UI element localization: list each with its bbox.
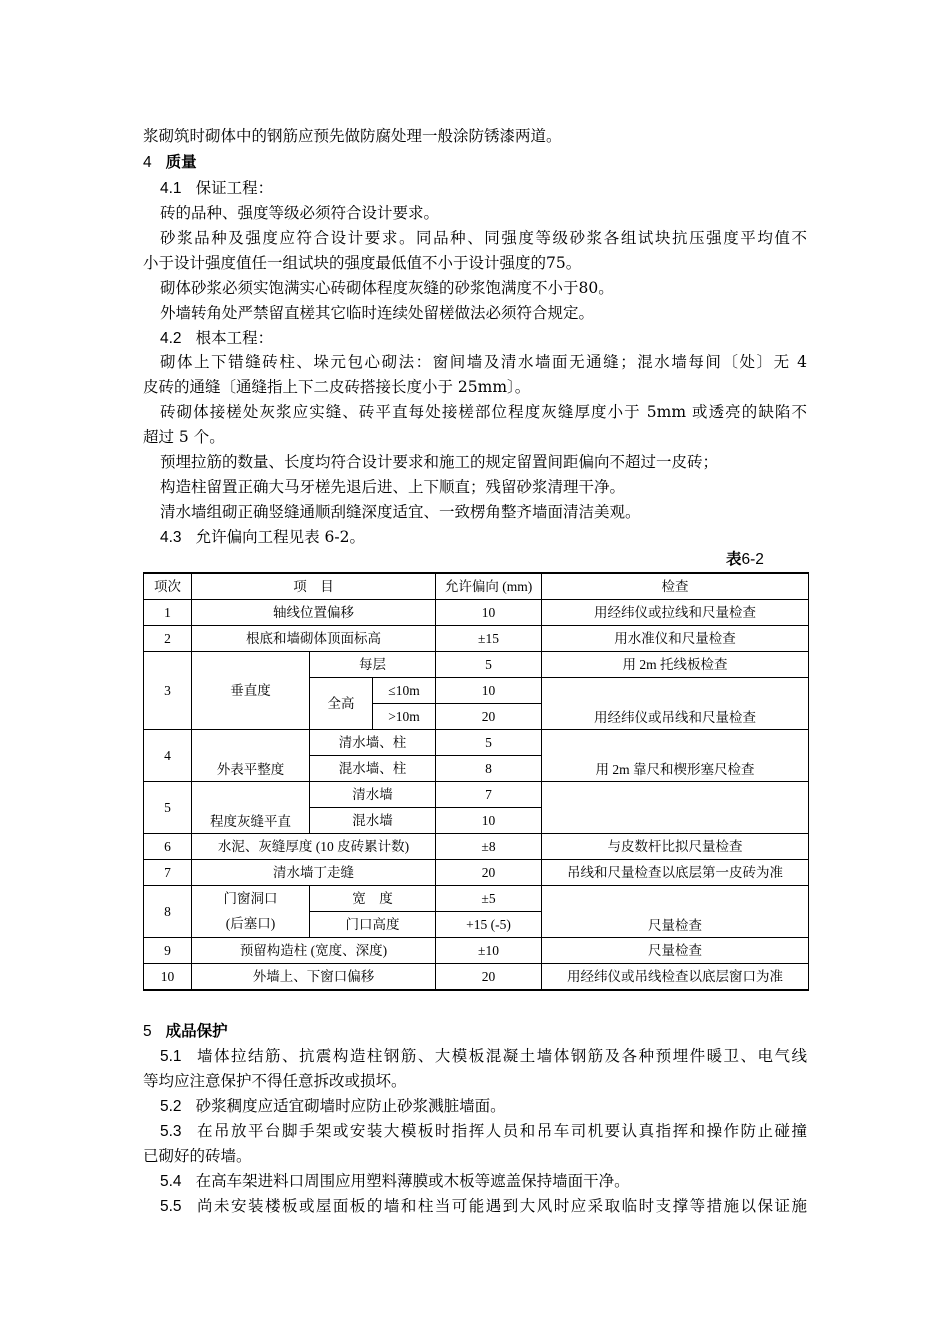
- heading-number: 4: [143, 154, 152, 171]
- table-row: [144, 964, 809, 991]
- cell-dev: 8: [436, 756, 542, 782]
- table-caption: [726, 549, 764, 570]
- cell-dev: ±5: [436, 886, 542, 912]
- item-number: 5.1: [160, 1048, 182, 1065]
- header-seq: 项次: [144, 573, 192, 600]
- item-5-4: [160, 1171, 630, 1192]
- item-text: 尚未安装楼板或屋面板的墙和柱当可能遇到大风时应采取临时支撑等措施以保证施: [195, 1197, 807, 1215]
- paragraph-fair-face: 清水墙组砌正确竖缝通顺刮缝深度适宜、一致楞角整齐墙面清洁美观。: [160, 503, 641, 521]
- header-check: 检查: [542, 573, 809, 600]
- item-number: 5.3: [160, 1123, 182, 1140]
- table-header-row: [144, 573, 809, 600]
- cell-sub: ≤10m: [373, 678, 436, 704]
- subheading-title: 保证工程：: [195, 179, 274, 197]
- item-5-5-line1: [160, 1196, 807, 1217]
- heading-number: 5: [143, 1023, 152, 1040]
- item-5-1-line2: 等均应注意保护不得任意拆改或损坏。: [143, 1072, 407, 1090]
- subheading-number: 4.2: [160, 330, 182, 347]
- item-5-3-line1: [160, 1121, 807, 1142]
- table-row: [144, 938, 809, 964]
- cell-no: 3: [144, 652, 192, 730]
- cell-check: 尺量检查: [542, 886, 809, 938]
- cell-sub: 清水墙: [310, 782, 436, 808]
- paragraph-intro: 浆砌筑时砌体中的钢筋应预先做防腐处理一般涂防锈漆两道。: [143, 127, 562, 145]
- cell-no: 6: [144, 834, 192, 860]
- cell-item: 清水墙丁走缝: [192, 860, 436, 886]
- paragraph-mortar-line2: 小于设计强度值任一组试块的强度最低值不小于设计强度的75。: [143, 254, 582, 272]
- cell-dev: 5: [436, 652, 542, 678]
- header-item: 项 目: [192, 573, 436, 600]
- cell-sub: 宽 度: [310, 886, 436, 912]
- cell-check: 用 2m 靠尺和楔形塞尺检查: [542, 730, 809, 782]
- item-number: 5.4: [160, 1173, 182, 1190]
- cell-no: 10: [144, 964, 192, 991]
- cell-dev: 10: [436, 600, 542, 626]
- cell-dev: 10: [436, 808, 542, 834]
- cell-check: 吊线和尺量检查以底层第一皮砖为准: [542, 860, 809, 886]
- subheading-text: 允许偏向工程见表 6-2。: [195, 528, 365, 546]
- cell-sub: 混水墙、柱: [310, 756, 436, 782]
- item-number: 5.5: [160, 1198, 182, 1215]
- table-row: [144, 652, 809, 678]
- cell-sub: 混水墙: [310, 808, 436, 834]
- cell-no: 2: [144, 626, 192, 652]
- item-number: 5.2: [160, 1098, 182, 1115]
- cell-dev: 20: [436, 860, 542, 886]
- cell-check: 用经纬仪或拉线和尺量检查: [542, 600, 809, 626]
- paragraph-tie-bars: 预埋拉筋的数量、长度均符合设计要求和施工的规定留置间距偏向不超过一皮砖；: [160, 453, 719, 471]
- cell-no: 9: [144, 938, 192, 964]
- cell-check: 与皮数杆比拟尺量检查: [542, 834, 809, 860]
- table-row: [144, 886, 809, 912]
- cell-item: 垂直度: [192, 652, 310, 730]
- cell-check: 用 2m 托线板检查: [542, 652, 809, 678]
- cell-no: 5: [144, 782, 192, 834]
- subheading-title: 根本工程：: [195, 329, 274, 347]
- item-text: 在高车架进料口周围应用塑料薄膜或木板等遮盖保持墙面干净。: [195, 1172, 630, 1190]
- cell-dev: ±15: [436, 626, 542, 652]
- table-row: [144, 860, 809, 886]
- cell-dev: 20: [436, 964, 542, 991]
- table-caption-number: 6-2: [741, 551, 764, 568]
- heading-protection: [143, 1021, 228, 1042]
- table-row: [144, 730, 809, 756]
- subheading-number: 4.3: [160, 529, 182, 546]
- cell-sub: 全高: [310, 678, 373, 730]
- paragraph-joint-line2: 超过 5 个。: [143, 428, 225, 446]
- cell-item: 门窗洞口: [192, 886, 310, 912]
- item-text: 墙体拉结筋、抗震构造柱钢筋、大模板混凝土墙体钢筋及各种预埋件暖卫、电气线: [195, 1047, 807, 1065]
- paragraph-column: 构造柱留置正确大马牙槎先退后进、上下顺直；残留砂浆清理干净。: [160, 478, 626, 496]
- cell-sub: 门口高度: [310, 912, 436, 938]
- cell-dev: ±8: [436, 834, 542, 860]
- cell-check: 尺量检查: [542, 938, 809, 964]
- cell-dev: +15 (-5): [436, 912, 542, 938]
- cell-item: 外墙上、下窗口偏移: [192, 964, 436, 991]
- item-text: 在吊放平台脚手架或安装大模板时指挥人员和吊车司机要认真指挥和操作防止碰撞: [195, 1122, 807, 1140]
- paragraph-joint-line1: 砖砌体接槎处灰浆应实缝、砖平直每处接槎部位程度灰缝厚度小于 5mm 或透亮的缺陷不: [160, 403, 807, 421]
- paragraph-stagger-line1: 砌体上下错缝砖柱、垛元包心砌法：窗间墙及清水墙面无通缝；混水墙每间〔处〕无 4: [160, 353, 807, 371]
- item-text: 砂浆稠度应适宜砌墙时应防止砂浆溅脏墙面。: [195, 1097, 506, 1115]
- cell-no: 8: [144, 886, 192, 938]
- paragraph-mortar-line1: 砂浆品种及强度应符合设计要求。同品种、同强度等级砂浆各组试块抗压强度平均值不: [160, 229, 807, 247]
- item-5-2: [160, 1096, 506, 1117]
- paragraph-corner: 外墙转角处严禁留直槎其它临时连续处留槎做法必须符合规定。: [160, 304, 595, 322]
- cell-no: 1: [144, 600, 192, 626]
- cell-item: 水泥、灰缝厚度 (10 皮砖累计数): [192, 834, 436, 860]
- cell-item: (后塞口): [192, 912, 310, 938]
- subheading-4-2: [160, 328, 273, 349]
- subheading-number: 4.1: [160, 180, 182, 197]
- table-row: [144, 626, 809, 652]
- tolerance-table: [143, 572, 809, 991]
- item-5-1-line1: [160, 1046, 807, 1067]
- header-deviation: 允许偏向 (mm): [436, 573, 542, 600]
- item-5-3-line2: 已砌好的砖墙。: [143, 1147, 252, 1165]
- cell-dev: 5: [436, 730, 542, 756]
- subheading-4-3: [160, 527, 365, 548]
- heading-quality: [143, 152, 197, 173]
- cell-dev: 20: [436, 704, 542, 730]
- cell-no: 7: [144, 860, 192, 886]
- table-row: [144, 834, 809, 860]
- paragraph-mortar-fullness: 砌体砂浆必须实饱满实心砖砌体程度灰缝的砂浆饱满度不小于80。: [160, 279, 614, 297]
- paragraph-brick-grade: 砖的品种、强度等级必须符合设计要求。: [160, 204, 440, 222]
- cell-no: 4: [144, 730, 192, 782]
- cell-item: 根底和墙砌体顶面标高: [192, 626, 436, 652]
- cell-dev: 10: [436, 678, 542, 704]
- cell-item: 程度灰缝平直: [192, 782, 310, 834]
- subheading-4-1: [160, 178, 273, 199]
- table-caption-label: 表: [726, 549, 742, 568]
- heading-title: 质量: [165, 152, 197, 171]
- cell-sub: >10m: [373, 704, 436, 730]
- table-row: [144, 600, 809, 626]
- cell-check-empty: [542, 782, 809, 834]
- cell-check: 用水准仪和尺量检查: [542, 626, 809, 652]
- cell-item: 轴线位置偏移: [192, 600, 436, 626]
- table-row: [144, 782, 809, 808]
- heading-title: 成品保护: [165, 1021, 228, 1040]
- cell-dev: 7: [436, 782, 542, 808]
- cell-dev: ±10: [436, 938, 542, 964]
- cell-sub: 每层: [310, 652, 436, 678]
- cell-check: 用经纬仪或吊线和尺量检查: [542, 678, 809, 730]
- cell-item: 预留构造柱 (宽度、深度): [192, 938, 436, 964]
- cell-check: 用经纬仪或吊线检查以底层窗口为准: [542, 964, 809, 991]
- cell-item: 外表平整度: [192, 730, 310, 782]
- paragraph-stagger-line2: 皮砖的通缝〔通缝指上下二皮砖搭接长度小于 25mm〕。: [143, 378, 531, 396]
- cell-sub: 清水墙、柱: [310, 730, 436, 756]
